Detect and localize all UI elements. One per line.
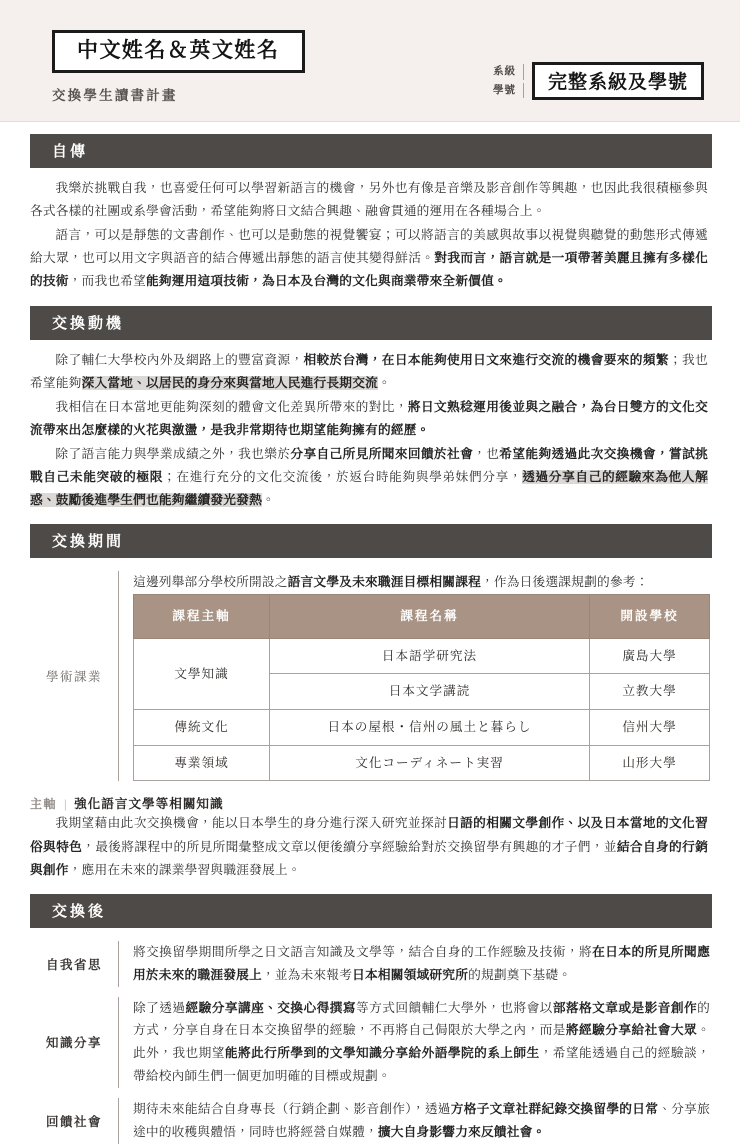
after-row-divider bbox=[118, 1098, 119, 1144]
body-text: 。 bbox=[261, 493, 275, 508]
emphasis-text: 經驗分享講座、交換心得撰寫 bbox=[185, 1000, 357, 1015]
body-text: 。此外，我也期望 bbox=[133, 1023, 710, 1061]
after-row-body bbox=[133, 937, 710, 991]
course-table-intro bbox=[133, 571, 710, 594]
course-name-cell: 日本の屋根・信州の風土と暮らし bbox=[270, 710, 590, 746]
motivation-paragraphs bbox=[0, 349, 740, 513]
after-row-divider bbox=[118, 941, 119, 987]
course-school-cell: 信州大學 bbox=[590, 710, 710, 746]
table-row bbox=[134, 638, 710, 674]
paragraph bbox=[0, 224, 740, 293]
after-row-label: 回饋社會 bbox=[45, 1114, 102, 1129]
body-text: 這邊列舉部分學校所開設之 bbox=[133, 575, 288, 590]
paragraph bbox=[0, 349, 740, 395]
body-text: 。 bbox=[377, 375, 391, 390]
body-text: ，應用在未來的課業學習與職涯發展上。 bbox=[68, 862, 301, 877]
section-header-after: 交換後 bbox=[30, 894, 712, 928]
emphasis-text: 日本相關領域研究所 bbox=[352, 967, 469, 982]
paragraph bbox=[0, 443, 740, 512]
department-label: 系級 bbox=[493, 64, 524, 79]
period-closing-paragraph bbox=[0, 812, 740, 881]
course-axis-cell: 傳統文化 bbox=[134, 710, 270, 746]
course-table-body bbox=[134, 638, 710, 781]
body-text: 將交換留學期間所學之日文語言知識及文學等，結合自身的工作經驗及技術，將 bbox=[133, 944, 593, 959]
paragraph bbox=[133, 941, 710, 987]
body-text: ，最後將課程中的所見所聞彙整成文章以便後續分享經驗給對於交換留學有興趣的才子們，並 bbox=[82, 839, 617, 854]
axis-note-key: 主軸 bbox=[30, 797, 58, 812]
body-text: 、分享旅途中的收穫與體悟，同時也將經營自媒體， bbox=[133, 1101, 710, 1139]
course-table-head bbox=[134, 595, 710, 639]
emphasis-text: 部落格文章或是影音創作 bbox=[552, 1000, 698, 1015]
after-row bbox=[0, 937, 740, 991]
emphasis-text: 將經驗分享給社會大眾 bbox=[565, 1023, 698, 1038]
body-text: ，作為日後選課規劃的參考： bbox=[480, 575, 649, 590]
period-row-divider bbox=[118, 571, 119, 781]
course-axis-note bbox=[0, 785, 740, 812]
after-row bbox=[0, 993, 740, 1092]
body-text: ，也 bbox=[473, 446, 500, 461]
emphasis-text: 將日文熟稔運用後並與之融合，為台日雙方的文化交流帶來出怎麼樣的火花與激盪，是我非常期待也期望能夠擁有的經歷。 bbox=[30, 399, 708, 437]
student-id-box: 完整系級及學號 bbox=[532, 62, 704, 100]
paragraph bbox=[133, 1098, 710, 1144]
student-number-label: 學號 bbox=[493, 83, 524, 98]
document-header bbox=[0, 0, 740, 122]
axis-note-value: 強化語言文學等相關知識 bbox=[74, 797, 224, 812]
body-text: 的方式，分享自身在日本交換留學的經驗，不再將自己侷限於大學之內，而是 bbox=[133, 1000, 711, 1038]
emphasis-text: 對我而言，語言就是一項帶著美麗且擁有多樣化的技術 bbox=[30, 251, 708, 289]
student-name-box: 中文姓名＆英文姓名 bbox=[52, 30, 305, 73]
emphasis-text: 方格子文章社群紀錄交換留學的日常 bbox=[450, 1101, 659, 1116]
emphasis-text: 在日本的所見所聞應用於未來的職涯發展上 bbox=[133, 944, 710, 982]
after-row-body bbox=[133, 1094, 710, 1148]
course-axis-cell: 文學知識 bbox=[134, 638, 270, 709]
body-text: 除了輔仁大學校內外及網路上的豐富資源， bbox=[55, 352, 304, 367]
emphasis-text: 語言文學及未來職涯目標相關課程 bbox=[287, 575, 481, 590]
body-text: 除了透過 bbox=[133, 1000, 186, 1015]
document-body bbox=[0, 134, 740, 1148]
emphasis-text: 相較於台灣，在日本能夠使用日文來進行交流的機會要來的頻繁 bbox=[303, 352, 669, 367]
emphasis-text: 結合自身的行銷與創作 bbox=[30, 839, 708, 877]
paragraph bbox=[0, 396, 740, 442]
period-row-body bbox=[133, 567, 710, 785]
course-school-cell: 廣島大學 bbox=[590, 638, 710, 674]
emphasis-text: 擴大自身影響力來反饋社會。 bbox=[377, 1124, 546, 1139]
highlighted-text: 深入當地、以居民的身分來與當地人民進行長期交流 bbox=[81, 375, 378, 390]
emphasis-text: 分享自己所見所聞來回饋於社會 bbox=[290, 446, 474, 461]
emphasis-text: 能夠運用這項技術，為日本及台灣的文化與商業帶來全新價值。 bbox=[146, 274, 507, 289]
section-header-autobiography: 自傳 bbox=[30, 134, 712, 168]
course-table bbox=[133, 594, 710, 781]
plan-subtitle: 交換學生讀書計畫 bbox=[52, 88, 178, 104]
body-text: ，而我也希望 bbox=[68, 274, 146, 289]
course-axis-cell: 專業領域 bbox=[134, 745, 270, 781]
body-text: 我樂於挑戰自我，也喜愛任何可以學習新語言的機會，另外也有像是音樂及影音創作等興趣，也因此我很積極參與各式各樣的社團或系學會活動，希望能夠將日文結合興趣、融會貫通的運用在各種場合上。 bbox=[30, 181, 708, 219]
after-row bbox=[0, 1094, 740, 1148]
paragraph bbox=[133, 997, 710, 1088]
course-table-header-row bbox=[134, 595, 710, 639]
course-name-cell: 日本語学研究法 bbox=[270, 638, 590, 674]
period-academic-row bbox=[0, 567, 740, 785]
emphasis-text: 日語的相關文學創作、以及日本當地的文化習俗與特色 bbox=[30, 816, 709, 854]
body-text: 的規劃奠下基礎。 bbox=[468, 967, 572, 982]
body-text: 除了語言能力與學業成績之外，我也樂於 bbox=[55, 446, 291, 461]
body-text: ；在進行充分的文化交流後，於返台時能夠與學弟妹們分享， bbox=[163, 470, 523, 485]
after-row-label: 知識分享 bbox=[45, 1036, 102, 1051]
course-col-axis: 課程主軸 bbox=[134, 595, 270, 639]
body-text: 語言，可以是靜態的文書創作、也可以是動態的視覺饗宴；可以將語言的美感與故事以視覺與聽覺的動態形式傳遞給大眾，也可以用文字與語音的結合傳遞出靜態的語言使其變得鮮活。 bbox=[30, 228, 708, 266]
paragraph bbox=[0, 177, 740, 223]
course-name-cell: 文化コーディネート実習 bbox=[270, 745, 590, 781]
body-text: 我期望藉由此次交換機會，能以日本學生的身分進行深入研究並探討 bbox=[55, 816, 448, 831]
course-school-cell: 山形大學 bbox=[590, 745, 710, 781]
body-text: ，希望能透過自己的經驗談，帶給校內師生們一個更加明確的目標或規劃。 bbox=[133, 1046, 710, 1084]
axis-note-separator: | bbox=[64, 797, 68, 812]
body-text: ，並為未來報考 bbox=[261, 967, 353, 982]
emphasis-text: 能將此行所學到的文學知識分享給外語學院的系上師生 bbox=[224, 1046, 540, 1061]
course-name-cell: 日本文学講読 bbox=[270, 674, 590, 710]
table-row bbox=[134, 710, 710, 746]
course-col-school: 開設學校 bbox=[590, 595, 710, 639]
student-id-block bbox=[493, 62, 704, 100]
name-block bbox=[52, 30, 305, 104]
after-rows bbox=[0, 937, 740, 1148]
course-col-name: 課程名稱 bbox=[270, 595, 590, 639]
course-school-cell: 立教大學 bbox=[590, 674, 710, 710]
section-header-period: 交換期間 bbox=[30, 524, 712, 558]
period-row-label: 學術課業 bbox=[45, 670, 102, 685]
body-text: ；我也希望能夠 bbox=[30, 352, 708, 390]
after-row-divider bbox=[118, 997, 119, 1088]
section-header-motivation: 交換動機 bbox=[30, 306, 712, 340]
body-text: 等方式回饋輔仁大學外，也將會以 bbox=[356, 1000, 553, 1015]
after-row-body bbox=[133, 993, 710, 1092]
after-row-label: 自我省思 bbox=[45, 957, 102, 972]
autobiography-paragraphs bbox=[0, 177, 740, 294]
body-text: 我相信在日本當地更能夠深刻的體會文化差異所帶來的對比， bbox=[55, 399, 408, 414]
emphasis-text: 希望能夠透過此次交換機會，嘗試挑戰自己未能突破的極限 bbox=[30, 446, 709, 485]
body-text: 期待未來能結合自身專長（行銷企劃、影音創作），透過 bbox=[133, 1101, 451, 1116]
highlighted-text: 透過分享自己的經驗來為他人解惑、鼓勵後進學生們也能夠繼續發光發熱 bbox=[30, 470, 708, 508]
table-row bbox=[134, 745, 710, 781]
id-label-group bbox=[493, 62, 524, 100]
